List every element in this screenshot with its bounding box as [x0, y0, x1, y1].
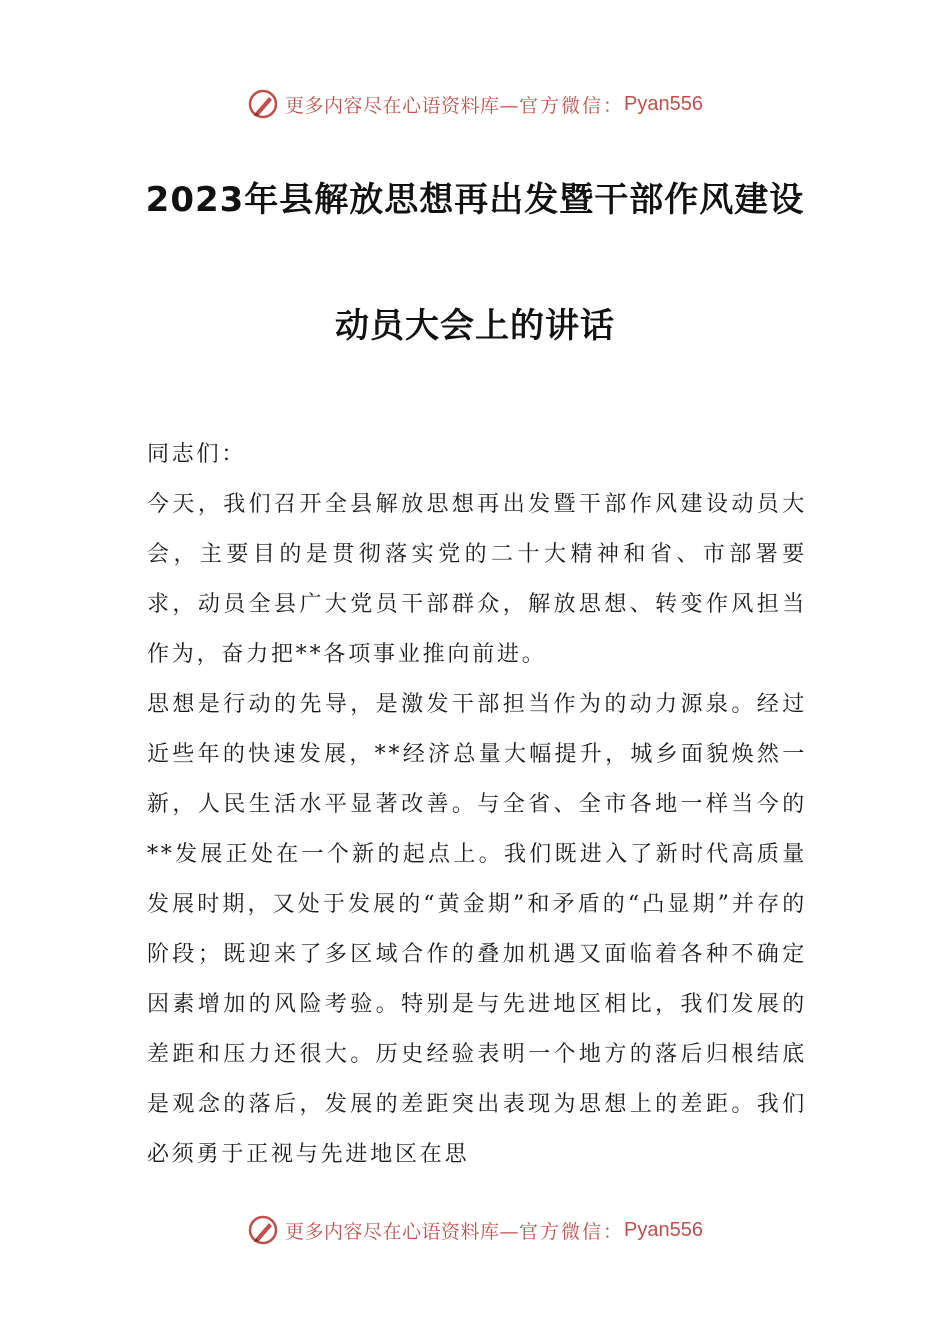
header-banner: [0, 84, 950, 124]
banner-slogan: 更多内容尽在心语资料库—: [285, 94, 520, 117]
salutation: 同志们：: [147, 442, 247, 467]
paragraph-1: 今天，我们召开全县解放思想再出发暨干部作风建设动员大会，主要目的是贯彻落实党的二十大精神和省、市部署要求，动员全县广大党员干部群众，解放思想、转变作风担当作为，奋力把**各项事业推向前进。: [147, 492, 807, 667]
banner-wechat-label: 官方微信：: [519, 94, 625, 117]
footer-banner: [0, 1210, 950, 1250]
banner-wechat-id: Pyan556: [624, 92, 703, 115]
document-body: [147, 430, 807, 1180]
pen-logo-icon: [247, 1214, 279, 1246]
document-title-line-2: 动员大会上的讲话: [335, 306, 615, 346]
banner-wechat-label: 官方微信：: [519, 1220, 625, 1243]
paragraph-2: 思想是行动的先导，是激发干部担当作为的动力源泉。经过近些年的快速发展，**经济总量大幅提升，城乡面貌焕然一新，人民生活水平显著改善。与全省、全市各地一样当今的**发展正处在一个新的起点上。我们既进入了新时代高质量发展时期，又处于发展的“黄金期”和矛盾的“凸显期”并存的阶段；既迎来了多区域合作的叠加机遇又面临着各种不确定因素增加的风险考验。特别是与先进地区相比，我们发展的差距和压力还很大。历史经验表明一个地方的落后归根结底是观念的落后，发展的差距突出表现为思想上的差距。我们必须勇于正视与先进地区在思: [147, 692, 807, 1167]
banner-slogan: 更多内容尽在心语资料库—: [285, 1220, 520, 1243]
document-title-line-1: 2023年县解放思想再出发暨干部作风建设: [145, 180, 805, 220]
pen-logo-icon: [247, 88, 279, 120]
banner-wechat-id: Pyan556: [624, 1218, 703, 1241]
